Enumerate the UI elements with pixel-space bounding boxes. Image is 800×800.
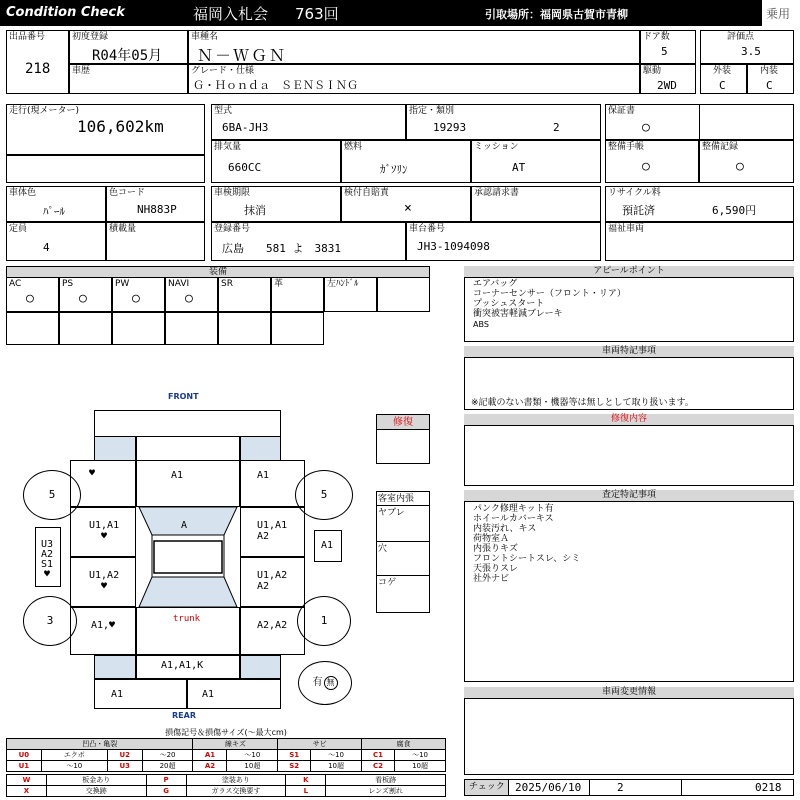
legend-code: S2 <box>278 761 311 772</box>
interior-header <box>377 492 429 506</box>
assessment-box <box>464 490 794 682</box>
car-name-label: 車種名 <box>191 32 219 42</box>
legend-code: K <box>286 775 326 786</box>
repair-content-title: 修復内容 <box>610 414 647 424</box>
inspection: 抹消 <box>244 204 266 217</box>
fuel-label: 燃料 <box>344 142 363 152</box>
equip-label: 左ﾊﾝﾄﾞﾙ <box>327 279 359 289</box>
drive-cell <box>640 64 696 94</box>
damage-mark: U1,A1 ♥ <box>89 520 120 542</box>
damage-mark: A1,♥ <box>91 620 116 631</box>
auction-name: 福岡入札会 <box>193 5 269 23</box>
equip-label: SR <box>221 279 233 289</box>
welfare-cell <box>605 222 794 261</box>
interior: C <box>766 79 773 92</box>
interior-item: ヤブレ <box>378 508 405 518</box>
legend-code: U1 <box>7 761 42 772</box>
rear-bumper-right <box>187 679 281 709</box>
legend-code: W <box>7 775 47 786</box>
car-name: Ｎ－ＷＧＮ <box>197 46 288 65</box>
capacity-cell <box>6 222 106 261</box>
car-name-cell <box>188 30 640 64</box>
interior-item: 穴 <box>378 544 388 554</box>
displacement-label: 排気量 <box>214 142 242 152</box>
equip-empty <box>218 312 271 345</box>
legend-desc: 〜10 <box>311 750 362 761</box>
capacity-label: 定員 <box>9 224 28 234</box>
equip-value: ○ <box>185 291 193 306</box>
chassis-number: JH3-1094098 <box>417 240 490 253</box>
equip-value: ○ <box>79 291 87 306</box>
fuel: ｶﾞｿﾘﾝ <box>380 163 408 176</box>
designation-label: 指定・類別 <box>409 106 455 116</box>
exterior-cell <box>700 64 747 94</box>
wheel-mark: 3 <box>46 614 54 627</box>
load-cell <box>106 222 205 261</box>
warranty: ○ <box>642 120 650 135</box>
legend-codes-table <box>6 774 446 797</box>
equip-pw <box>112 277 165 312</box>
mileage-label: 走行(現メーター) <box>9 106 80 116</box>
wheel-mark: 1 <box>320 614 328 627</box>
equip-sr <box>218 277 271 312</box>
interior-row <box>377 506 429 542</box>
appeal-line: コーナーセンサー（フロント・リア） <box>473 289 626 299</box>
legend-desc: ガラス交換要す <box>186 786 286 797</box>
check-label-cell <box>465 780 509 795</box>
special-note: ※記載のない書類・機器等は無しとして取り扱います。 <box>471 398 694 408</box>
repair-box-header <box>376 414 430 430</box>
inspection-label: 車検期限 <box>214 188 251 198</box>
chassis-cell <box>406 222 601 261</box>
equip-empty <box>271 312 324 345</box>
wheel-rear-right <box>297 596 351 646</box>
liability-label: 検付自賠責 <box>344 188 390 198</box>
header-bar <box>0 0 800 26</box>
mission: AT <box>512 161 526 174</box>
legend-title: 損傷記号＆損傷サイズ(〜最大cm) <box>165 728 287 737</box>
displacement: 660CC <box>228 161 262 174</box>
damage-mark: A1 <box>171 470 184 481</box>
manual: ○ <box>642 159 650 174</box>
manual-label: 整備手帳 <box>608 142 645 152</box>
mileage-cell <box>6 104 205 155</box>
legend-code: U2 <box>107 750 142 761</box>
color-code-label: 色コード <box>109 188 146 198</box>
capacity: 4 <box>43 241 50 254</box>
front-left-corner <box>94 436 136 461</box>
model-cell <box>211 104 406 140</box>
equip-label: PS <box>62 279 74 289</box>
damage-mark: A1 <box>111 689 124 700</box>
legend-code: A2 <box>193 761 227 772</box>
assessment-line: 天張りスレ <box>473 564 519 574</box>
roof-mark: A <box>181 520 188 531</box>
first-registration-cell <box>69 30 188 64</box>
cabin-outline <box>136 507 240 607</box>
legend-desc: 10超 <box>395 761 446 772</box>
rear-label: REAR <box>172 711 196 720</box>
equip-value: ○ <box>132 291 140 306</box>
category-cell <box>762 0 800 26</box>
check-code: 0218 <box>755 781 782 794</box>
damage-mark: ♥ <box>89 468 96 479</box>
mileage: 106,602km <box>77 117 164 136</box>
appeal-header <box>464 266 794 278</box>
lot-number-cell <box>6 30 69 94</box>
left-quarter <box>70 607 136 655</box>
appeal-line: プッシュスタート <box>473 299 545 309</box>
spare-mark: 無 <box>324 676 338 690</box>
right-rear-door <box>240 557 305 607</box>
equip-label: NAVI <box>168 279 190 289</box>
chassis-label: 車台番号 <box>409 224 446 234</box>
category-label: 乗用 <box>766 7 791 21</box>
front-right-corner <box>240 436 281 461</box>
designation: 19293 <box>433 121 467 134</box>
interior-title: 客室内張 <box>378 494 415 504</box>
liability-cell <box>341 186 471 222</box>
wheel-front-right <box>295 470 353 520</box>
trunk <box>136 607 240 655</box>
front-bumper <box>94 410 281 437</box>
recycle-fee: 6,590円 <box>712 204 757 217</box>
assessment-line: パンク修理キット有 <box>473 504 554 514</box>
wheel-mark: 5 <box>48 488 56 501</box>
damage-mark: U3 A2 S1 ♥ <box>41 539 54 580</box>
front-grille <box>136 436 240 461</box>
body-color-cell <box>6 186 106 222</box>
damage-mark: A1 <box>202 689 215 700</box>
history-cell <box>69 64 188 94</box>
recycle-cell <box>605 186 794 222</box>
change-info-header <box>464 687 794 699</box>
first-registration-label: 初度登録 <box>72 32 109 42</box>
change-info-title: 車両変更情報 <box>601 687 656 697</box>
special-title: 車両特記事項 <box>601 346 656 356</box>
check-date: 2025/06/10 <box>515 781 582 794</box>
right-side-sill <box>314 530 342 562</box>
appeal-title: アピールポイント <box>593 266 665 276</box>
recycle-label: リサイクル料 <box>608 188 661 198</box>
legend-desc: エクボ <box>41 750 107 761</box>
category-number: 2 <box>553 121 560 134</box>
equip-empty <box>112 312 165 345</box>
maintenance-label: 整備記録 <box>702 142 739 152</box>
legend-desc: 塗装あり <box>186 775 286 786</box>
right-front-door <box>240 507 305 557</box>
legend-desc: 板金あり <box>46 775 146 786</box>
interior-label: 内装 <box>760 66 779 76</box>
special-box <box>464 346 794 410</box>
appeal-line: ABS <box>473 320 489 329</box>
legend-code: U3 <box>107 761 142 772</box>
registration-label: 登録番号 <box>214 224 251 234</box>
legend-group: 凹凸・亀裂 <box>7 739 193 750</box>
damage-mark: U1,A2 ♥ <box>89 570 120 592</box>
approval-cell <box>471 186 601 222</box>
legend-desc: 10超 <box>227 761 278 772</box>
equip-empty <box>59 312 112 345</box>
wheel-rear-left <box>23 596 77 646</box>
maintenance: ○ <box>736 159 744 174</box>
damage-mark: A2,A2 <box>257 620 288 631</box>
score-label: 評価点 <box>727 32 755 42</box>
wheel-mark: 5 <box>320 488 328 501</box>
repair-box-title: 修復 <box>393 417 413 428</box>
equip-leather <box>271 277 324 312</box>
legend-table <box>6 738 446 772</box>
assessment-line: 荷物室Ａ <box>473 534 510 544</box>
assessment-line: 社外ナビ <box>473 574 510 584</box>
manual-cell <box>605 140 699 183</box>
grade-cell <box>188 64 640 94</box>
interior-box <box>376 491 430 613</box>
assessment-header <box>464 490 794 502</box>
divider <box>681 780 682 795</box>
assessment-line: 内張りキズ <box>473 544 518 554</box>
appeal-line: 衝突被害軽減ブレーキ <box>473 309 563 319</box>
equip-ac <box>6 277 59 312</box>
equip-label: 革 <box>274 279 284 289</box>
fuel-cell <box>341 140 471 183</box>
legend-code: C2 <box>361 761 394 772</box>
legend-code: S1 <box>278 750 311 761</box>
equipment-table <box>6 277 430 345</box>
legend-group: 線キズ <box>193 739 278 750</box>
liability: × <box>404 201 412 216</box>
appeal-box <box>464 266 794 342</box>
doors-cell <box>640 30 696 64</box>
equip-lhd <box>324 277 377 312</box>
exterior: C <box>719 79 726 92</box>
assessment-line: ホイールカバーキス <box>473 514 554 524</box>
inspection-cell <box>211 186 341 222</box>
right-quarter <box>240 607 305 655</box>
approval-label: 承認請求書 <box>474 188 520 198</box>
displacement-cell <box>211 140 341 183</box>
model: 6BA-JH3 <box>222 121 269 134</box>
equip-label: AC <box>9 279 22 289</box>
exterior-label: 外装 <box>713 66 732 76</box>
interior-row <box>377 542 429 576</box>
score-cell <box>700 30 794 64</box>
welfare-label: 福祉車両 <box>608 224 645 234</box>
equip-navi <box>165 277 218 312</box>
legend-group: サビ <box>278 739 362 750</box>
drive-label: 駆動 <box>643 66 662 76</box>
color-code-cell <box>106 186 205 222</box>
legend-desc: 10超 <box>311 761 362 772</box>
left-side-sill <box>35 527 61 587</box>
rear-bumper-left <box>94 679 187 709</box>
interior-cell <box>747 64 794 94</box>
damage-mark: U1,A2 A2 <box>257 570 288 592</box>
recycle-status: 預託済 <box>622 204 655 217</box>
repair-content-header <box>464 414 794 426</box>
special-header <box>464 346 794 358</box>
legend-code: C1 <box>361 750 394 761</box>
check-row <box>464 779 794 796</box>
lot-round: 763回 <box>295 5 339 23</box>
spare-label: 有 <box>312 677 323 688</box>
drive: 2WD <box>657 79 677 92</box>
hood <box>136 460 240 507</box>
legend-code: P <box>146 775 186 786</box>
windshield <box>139 507 237 535</box>
grade: Ｇ・Ｈｏｎｄａ ＳＥＮＳＩＮＧ <box>193 79 358 92</box>
repair-content-box <box>464 414 794 486</box>
equip-ps <box>59 277 112 312</box>
registration-cell <box>211 222 406 261</box>
check-label: チェック <box>469 782 505 792</box>
grade-label: グレード・仕様 <box>191 66 255 76</box>
wheel-front-left <box>23 470 81 520</box>
legend-desc: 〜20 <box>142 750 193 761</box>
mileage-extra-cell <box>6 155 205 183</box>
damage-mark: A1 <box>257 470 270 481</box>
rear-panel <box>136 655 240 679</box>
change-info-box <box>464 687 794 775</box>
left-front-door <box>70 507 136 557</box>
body-color-label: 車体色 <box>9 188 37 198</box>
legend-desc: 〜10 <box>227 750 278 761</box>
assessment-title: 査定特記事項 <box>601 490 656 500</box>
pickup-location: 引取場所：福岡県古賀市青柳 <box>485 8 628 21</box>
equipment-title: 装備 <box>208 267 227 277</box>
color-code: NH883P <box>137 203 177 216</box>
legend-code: G <box>146 786 186 797</box>
lot-number: 218 <box>25 61 51 77</box>
registration-number: 広島 581 よ 3831 <box>222 242 341 255</box>
legend-desc: 20超 <box>142 761 193 772</box>
legend-code: X <box>7 786 47 797</box>
legend-group: 腐食 <box>361 739 445 750</box>
check-number: 2 <box>617 781 624 794</box>
rear-right-corner <box>240 655 281 679</box>
model-label: 型式 <box>214 106 233 116</box>
legend-code: L <box>286 786 326 797</box>
interior-row <box>377 576 429 612</box>
history-label: 車歴 <box>72 66 91 76</box>
repair-box <box>376 414 430 464</box>
legend-desc: 交換跡 <box>46 786 146 797</box>
score: 3.5 <box>741 45 761 58</box>
header-title: Condition Check <box>6 5 125 20</box>
load-label: 積載量 <box>109 224 137 234</box>
lot-number-label: 出品番号 <box>9 32 46 42</box>
equip-empty <box>165 312 218 345</box>
equip-empty <box>6 312 59 345</box>
doors-label: ドア数 <box>643 32 670 42</box>
legend-desc: レンズ割れ <box>326 786 446 797</box>
interior-item: コゲ <box>378 578 397 588</box>
damage-mark: A1,A1,K <box>161 660 204 671</box>
spare-tire <box>298 661 352 705</box>
rear-left-corner <box>94 655 136 679</box>
maintenance-cell <box>699 140 794 183</box>
legend-desc: 〜10 <box>395 750 446 761</box>
assessment-line: 内装汚れ、キス <box>473 524 537 534</box>
rear-window <box>139 577 237 607</box>
first-registration: R04年05月 <box>92 48 163 64</box>
legend-desc: 看板跡 <box>326 775 446 786</box>
equip-label: PW <box>115 279 130 289</box>
left-rear-door <box>70 557 136 607</box>
trunk-label: trunk <box>173 614 201 624</box>
warranty-label: 保証書 <box>608 106 636 116</box>
doors: 5 <box>661 45 668 58</box>
equip-blank <box>377 277 430 312</box>
damage-mark: A1 <box>321 540 334 551</box>
mission-cell <box>471 140 601 183</box>
assessment-line: フロントシートスレ、シミ <box>473 554 581 564</box>
legend-code: A1 <box>193 750 227 761</box>
body-color: ﾊﾟｰﾙ <box>43 205 65 218</box>
mission-label: ミッション <box>474 142 519 152</box>
equip-value: ○ <box>26 291 34 306</box>
legend-code: U0 <box>7 750 42 761</box>
appeal-line: エアバッグ <box>473 279 518 289</box>
divider <box>589 780 590 795</box>
designation-cell <box>406 104 601 140</box>
divider <box>699 104 700 140</box>
roof <box>154 541 222 573</box>
front-label: FRONT <box>168 392 199 401</box>
damage-mark: U1,A1 A2 <box>257 520 288 542</box>
legend-desc: 〜10 <box>41 761 107 772</box>
